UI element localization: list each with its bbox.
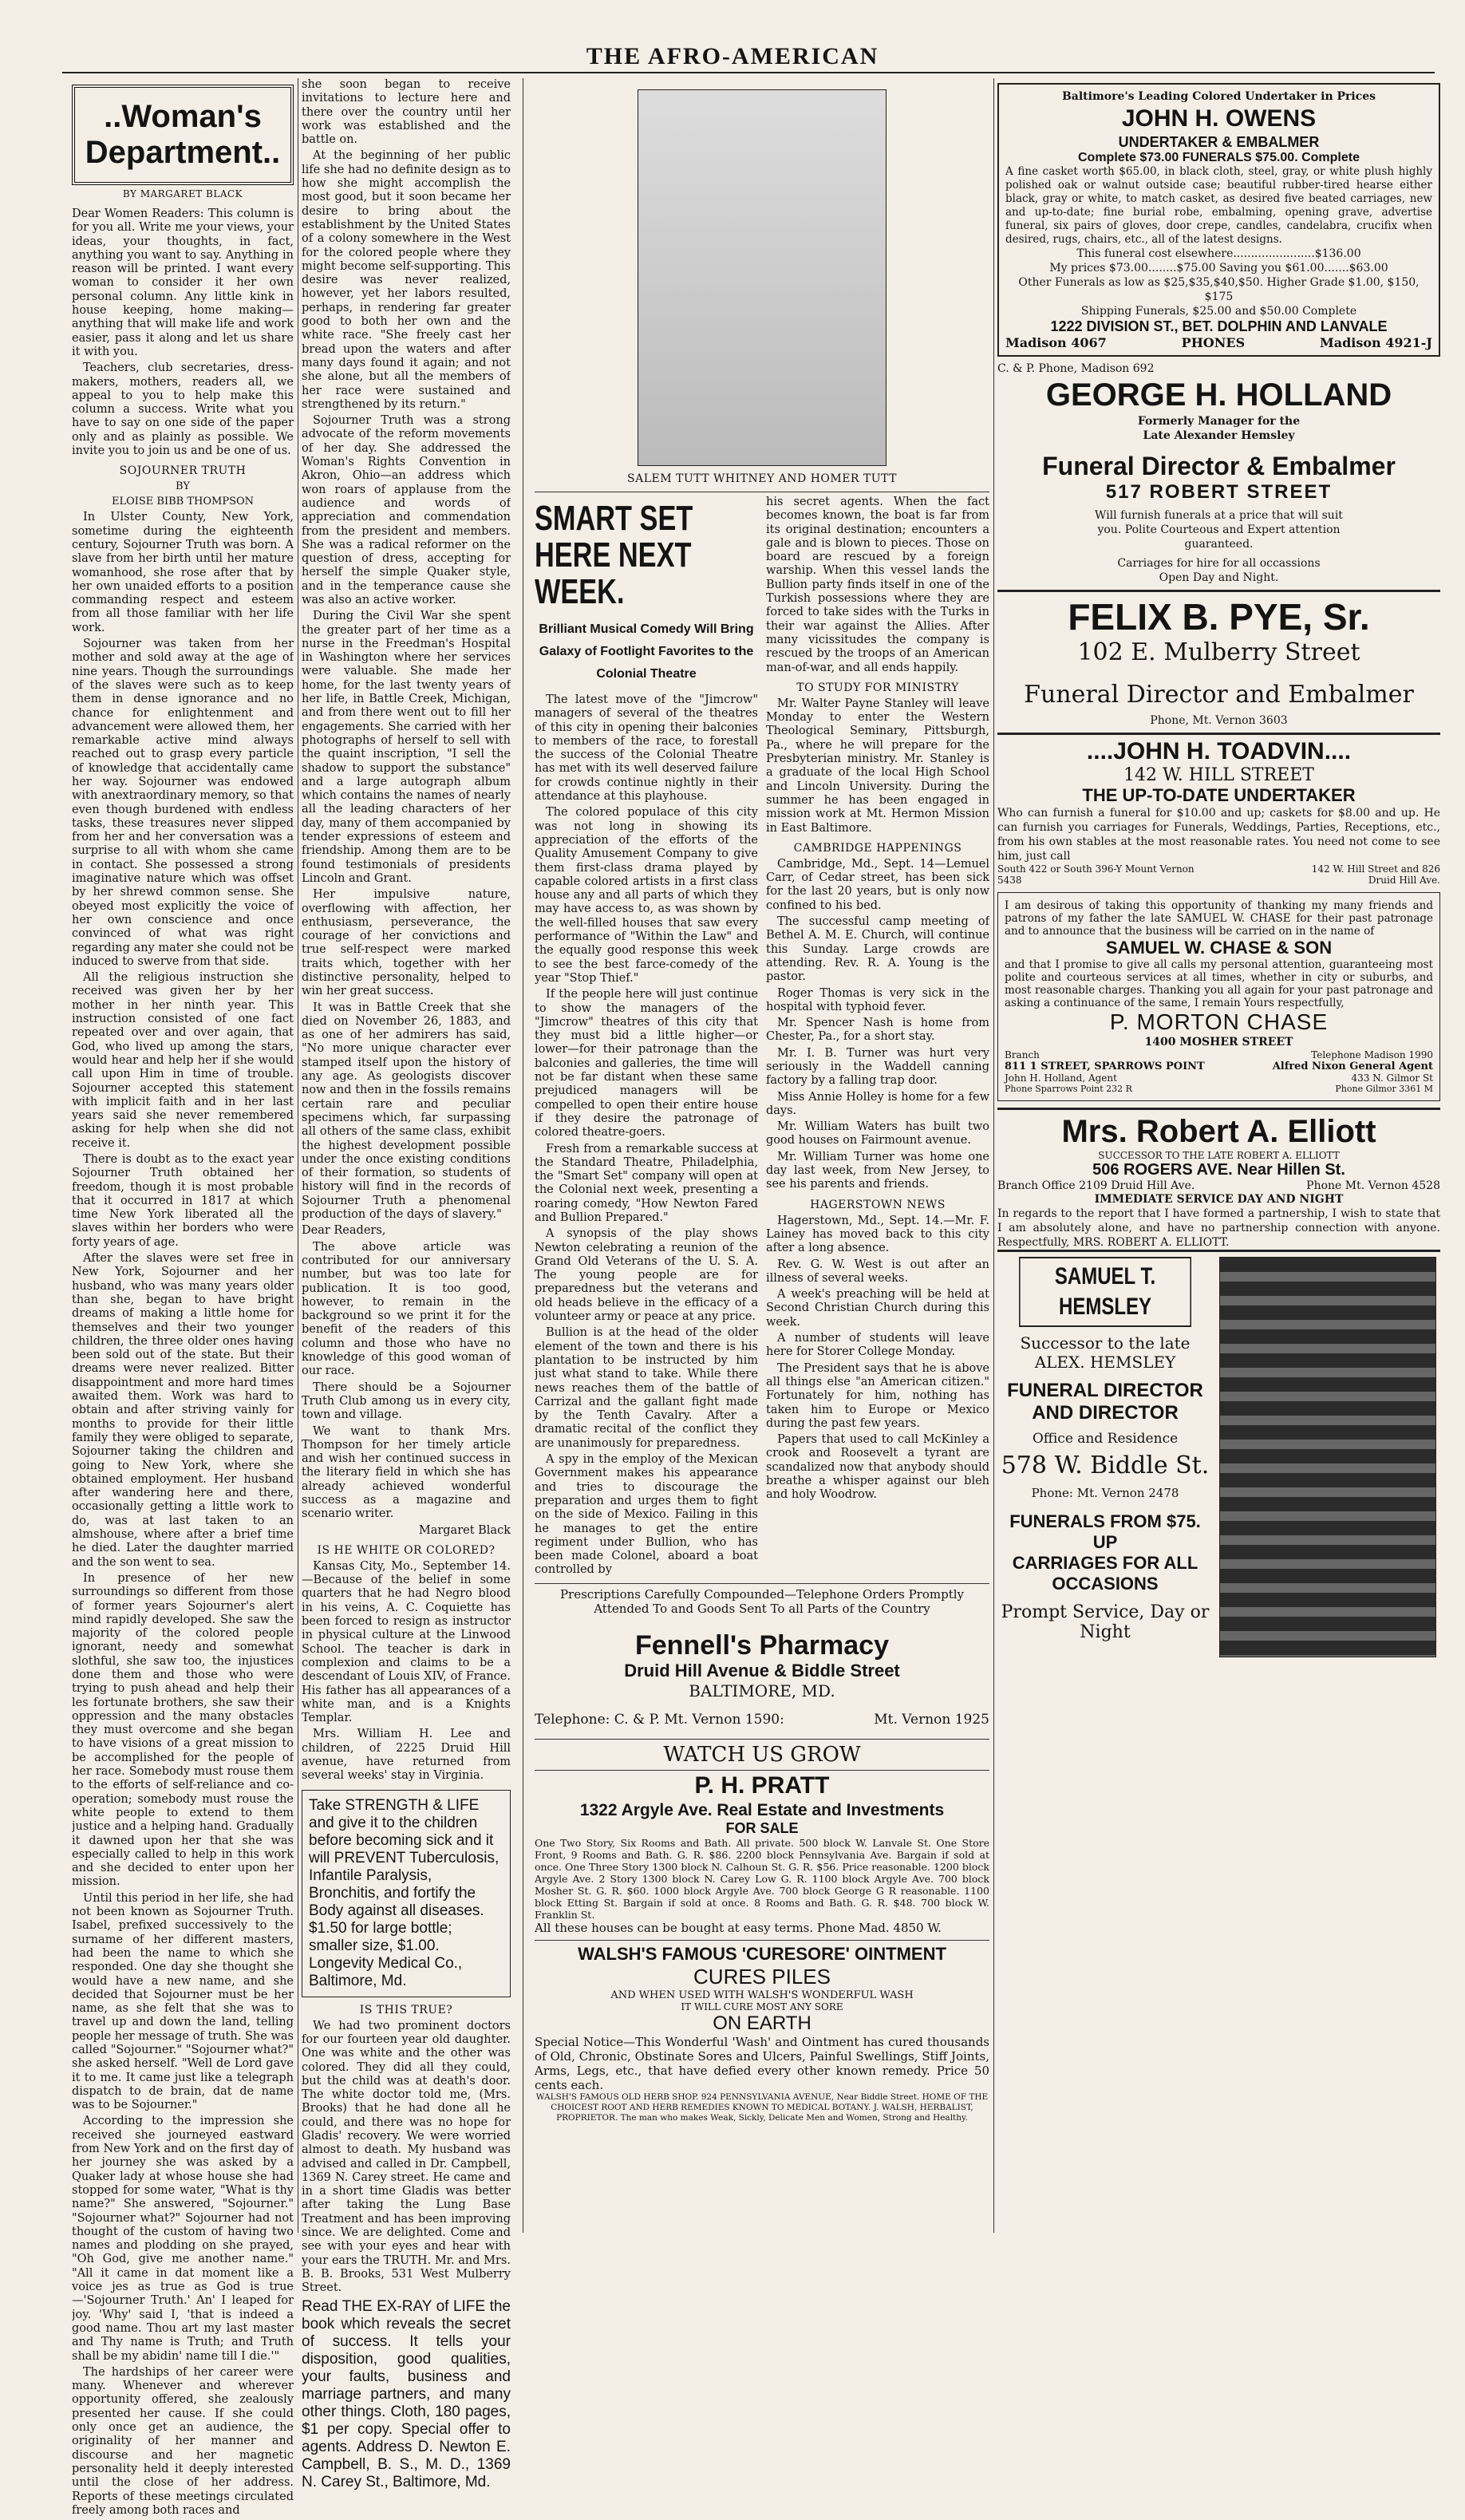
walsh-on-earth: ON EARTH <box>713 2012 811 2034</box>
toadvin-sub: THE UP-TO-DATE UNDERTAKER <box>1082 785 1356 805</box>
hemsley-address: 578 W. Biddle St. <box>1001 1452 1210 1479</box>
article-paragraph: If the people here will just continue to show the managers of the "Jimcrow" theatres of this city that they must bid a little higher—or lower—for their patronage than the balconies and galleries, the time will not be far distant when these same prejudiced managers will be compelled to open their entire house if they desire the patronage of colored theatre-goers. <box>535 988 758 1140</box>
holland-sub: Formerly Manager for the Late Alexander Hemsley <box>1137 415 1301 442</box>
hemsley-funerals: FUNERALS FROM $75. UP <box>1009 1511 1201 1552</box>
article-salutation: Dear Readers, <box>302 1224 386 1238</box>
article-paragraph: Sojourner Truth was a strong advocate of the reform movements of her day. She addressed the Woman's Rights Convention in Akron, Ohio—an address which won roars of applause from the audience and words of appreciation and commendation from the president and members. She was a radical reformer on the question of dress, accepting for herself the simple Quaker style, and in the temperance cause she was also an active worker. <box>302 414 511 606</box>
owens-name: JOHN H. OWENS <box>1121 105 1317 132</box>
pharmacy-address: Druid Hill Avenue & Biddle Street <box>624 1660 900 1681</box>
article-headline: TO STUDY FOR MINISTRY <box>796 681 959 694</box>
pye-name: FELIX B. PYE, Sr. <box>1068 596 1370 638</box>
pharmacy-name: Fennell's Pharmacy <box>634 1629 889 1661</box>
article-paragraph: After the slaves were set free in New York, Sojourner and her husband, who was many years older than she, began to have bright dreams of making a little home for themselves and their two younger children, the three older ones having been sold out of the state. But their dreams were never realized. Bitter disappointment and more hard times awaited them. Work was hard to obtain and after striving vainly for months to provide for their little family they were obliged to separate, Sojourner taking the children and going to New York, where she obtained employment. Her husband after wandering here and there, occasionally getting a little work to do, was at last taken to an almshouse, where after a brief time he died. Later the daughter married and the son went to sea. <box>72 1252 294 1569</box>
article-paragraph: During the Civil War she spent the greater part of her time as a nurse in the Freedman's Hospital in Washington where her services were valuable. She made her home, for the last twenty years of her life, in Battle Creek, Michigan, and from there went out to fill her engagements. She carried with her photographs of herself to sell with the quaint inscription, "I sell the shadow to support the substance" and a large autograph album which contains the names of nearly all the leading characters of her day, many of them accompanied by tender expressions of esteem and friendship. Among them are to be found testimonials of presidents Lincoln and Grant. <box>302 610 511 885</box>
pharmacy-tagline: Prescriptions Carefully Compounded—Telephone Orders Promptly Attended To and Goods Sent To all Parts of the Country <box>559 1586 965 1616</box>
elliott-address: 506 ROGERS AVE. Near Hillen St. <box>1092 1161 1345 1179</box>
womans-department-title: ..Woman's Department.. <box>72 85 294 185</box>
elliott-phone: Phone Mt. Vernon 4528 <box>1306 1179 1440 1192</box>
owens-line: Other Funerals as low as $25,$35,$40,$50. Higher Grade $1.00, $150, $175 <box>1018 276 1420 303</box>
article-paragraph: The successful camp meeting of Bethel A. M. E. Church, will continue this Sunday. Large crowds are attending. Rev. R. A. Young is the pastor. <box>766 915 989 984</box>
article-paragraph: A number of students will leave here for Storer College Monday. <box>766 1332 989 1359</box>
toadvin-locations: 142 W. Hill Street and 826 Druid Hill Ave. <box>1311 863 1440 886</box>
chase-branch-2: Alfred Nixon General Agent <box>1272 1061 1433 1072</box>
chase-text-2: and that I promise to give all calls my personal attention, guaranteeing most polite and courteous services at all times, whether in city or suburbs, and most reasonable charges. Thanking you all again for your past patronage and asking a continuance of the same, I remain Yours respectfully, <box>1005 958 1433 1009</box>
article-paragraph: It was in Battle Creek that she died on November 26, 1883, and as one of her admirers has said, "No more unique character ever stamped itself upon the history of any age. As geologists discover now and then in the fossils remains certain rare and peculiar specimens which, far surpassing all others of the same class, exhibit the highest development possible under the once existing conditions of their formation, so students of history will find in the records of Sojourner Truth a phenomenal production of the days of slavery." <box>302 1001 511 1222</box>
holland-title: Funeral Director & Embalmer <box>1042 452 1396 480</box>
photo-caption: SALEM TUTT WHITNEY AND HOMER TUTT <box>627 472 897 485</box>
owens-price: Complete $73.00 FUNERALS $75.00. Complete <box>1077 151 1360 164</box>
elliott-name: Mrs. Robert A. Elliott <box>1061 1114 1376 1149</box>
article-paragraph: The hardships of her career were many. Whenever and wherever opportunity offered, she zealously presented her cause. If she could only once get an audience, the originality of her manner and discourse and her magnetic personality held it deeply interested until the close of her address. Reports of these meetings circulated freely among both races and <box>72 2365 294 2517</box>
pratt-terms: All these houses can be bought at easy terms. Phone Mad. 4850 W. <box>535 1920 942 1935</box>
ex-ray-ad: Read THE EX-RAY of LIFE the book which reveals the secret of success. It tells your disposition, good qualities, your faults, business and marriage partners, and many other things. Cloth, 180 pages, $1 per copy. Special offer to agents. Address D. Newton E. Campbell, B. S., M. D., 1369 N. Carey St., Baltimore, Md. <box>302 2297 511 2490</box>
article-paragraph: Dear Women Readers: This column is for you all. Write me your views, your ideas, your thoughts, in fact, anything you want to say. Anything in reason will be printed. I want every woman to consider it her own personal column. Any little kink in house keeping, home making—anything that will make life and work easier, pass it along and let us share it with you. <box>72 207 294 358</box>
article-paragraph: Her impulsive nature, overflowing with affection, her enthusiasm, perseverance, the courage of her convictions and true self-respect were marked traits which, together with her distinctive personality, helped to win her great success. <box>302 888 511 998</box>
article-paragraph: We had two prominent doctors for our fourteen year old daughter. One was white and the other was colored. They did all they could, but the child was at death's door. The white doctor told me, (Mrs. Brooks) that he had done all he could, and there was no hope for Gladis' recovery. We were worried almost to death. My husband was advised and called in Dr. Campbell, 1369 N. Carey street. He came and in a short time Gladis was better after taking the Lung Base Treatment and has been improving since. We are delighted. Come and see with your eyes and hear with your ears the TRUTH. Mr. and Mrs. B. B. Brooks, 531 West Mulberry Street. <box>302 2019 511 2295</box>
hemsley-successor: Successor to the late ALEX. HEMSLEY <box>1020 1333 1191 1372</box>
article-paragraph: According to the impression she received she journeyed eastward from New York and on the first day of her journey she was asked by a Quaker lady at whose house she had stopped for some water, "What is thy name?" She answered, "Sojourner." "Sojourner what?" Sojourner had not thought of the custom of having two names and plodding on she prayed, "Oh God, give me another name." "All it came in dat moment like a voice jes as true as God is true—'Sojourner Truth.' An' I leaped for joy. 'Why' said I, 'that is indeed a good name. Thou art my last master and Thy name is Truth; and Truth shall be my abidin' name till I die.'" <box>72 2115 294 2363</box>
column-three <box>535 78 989 2123</box>
article-paragraph: his secret agents. When the fact becomes known, the boat is far from its original destination; encounters a gale and is blown to pieces. Those on board are rescued by a foreign warship. When this vessel lands the Bullion party finds itself in one of the Turkish possessions where they are forced to take sides with the Turks in their war against the Allies. After many vicissitudes the company is rescued by the troops of an American man-of-war, and all ends happily. <box>766 496 989 674</box>
article-paragraph: Teachers, club secretaries, dress-makers, mothers, readers all, we appeal to you to help make this column a success. Write what you have to say on one side of the paper only and as plainly as possible. We invite you to join us and be one of us. <box>72 361 294 458</box>
article-paragraph: Mr. William Turner was home one day last week, from New Jersey, to see his parents and friends. <box>766 1150 989 1191</box>
article-paragraph: We want to thank Mrs. Thompson for her timely article and wish her continued success in the literary field in which she has already achieved wonderful success as a magazine and scenario writer. <box>302 1424 511 1521</box>
hemsley-name: SAMUEL T. HEMSLEY <box>1019 1257 1191 1327</box>
walsh-footer: WALSH'S FAMOUS OLD HERB SHOP. 924 PENNSYLVANIA AVENUE, Near Biddle Street. HOME OF THE CHOICEST ROOT AND HERB REMEDIES KNOWN TO MEDICAL BOTANY. J. WALSH, HERBALIST, PROPRIETOR. The man who makes Weak, Sickly, Delicate Men and Women, Strong and Healthy. <box>535 2091 989 2123</box>
hemsley-office: Office and Residence <box>1032 1431 1179 1447</box>
article-paragraph: Mrs. William H. Lee and children, of 2225 Druid Hill avenue, have returned from several weeks' stay in Virginia. <box>302 1728 511 1783</box>
article-paragraph: The President says that he is above all things else "an American citizen." Fortunately for him, nothing has taken him to Europe or Mexico during the past few years. <box>766 1361 989 1430</box>
article-paragraph: Kansas City, Mo., September 14.—Because of the belief in some quarters that he had Negro blood in his veins, A. C. Coquiette has been forced to resign as instructor in physical culture at the Linwood School. The teacher is dark in complexion and claims to be a descendant of Louis XIV, of France. His father has all appearances of a white man, and is a Knights Templar. <box>302 1559 511 1725</box>
elliott-service: IMMEDIATE SERVICE DAY AND NIGHT <box>1094 1193 1344 1206</box>
pharmacy-city: BALTIMORE, MD. <box>689 1681 835 1700</box>
column-womans-department <box>72 78 294 2520</box>
toadvin-phones: South 422 or South 396-Y Mount Vernon 5438 <box>997 863 1195 886</box>
pharmacy-phone-2: Mt. Vernon 1925 <box>874 1711 989 1728</box>
article-author: ELOISE BIBB THOMPSON <box>111 496 255 508</box>
pye-phone: Phone, Mt. Vernon 3603 <box>1150 714 1288 727</box>
article-paragraph: Mr. Walter Payne Stanley will leave Monday to enter the Western Theological Seminary, Pittsburgh, Pa., where he will prepare for the Presbyterian ministry. Mr. Stanley is a graduate of the local High School and Lincoln University. During the summer he has been engaged in mission work at Mt. Hermon Mission in East Baltimore. <box>766 697 989 835</box>
walsh-title: WALSH'S FAMOUS 'CURESORE' OINTMENT <box>578 1943 946 1964</box>
owens-line: This funeral cost elsewhere.......................$136.00 <box>1076 247 1361 260</box>
chase-name: SAMUEL W. CHASE & SON <box>1105 938 1333 958</box>
chase-branch-label: Branch <box>1005 1049 1040 1061</box>
chase-branch-2-phone: Phone Gilmor 3361 M <box>1335 1084 1433 1094</box>
hemsley-prompt: Prompt Service, Day or Night <box>1001 1602 1210 1642</box>
owens-phones-label: PHONES <box>1181 335 1246 350</box>
article-paragraph: Sojourner was taken from her mother and sold away at the age of nine years. Though the surroundings of the slaves were such as to keep them in dense ignorance and no chance for enlightenment and advancement were allowed them, her remarkable active mind always reached out to grasp every particle of knowledge that accidentally came her way. Sojourner was endowed with anextraordinary memory, so that even though burdened with endless tasks, these treasures never slipped from her and her conversation was a surprise to all with whom she came in contact. She possessed a strong imaginative nature which was offset by her shrewd common sense. She obeyed most explicitly the voice of her own conscience and once convinced of what was right regarding any mater she could not be induced to swerve from that side. <box>72 638 294 968</box>
owens-tagline: Baltimore's Leading Colored Undertaker in Prices <box>1061 90 1376 103</box>
article-paragraph: A synopsis of the play shows Newton celebrating a reunion of the Grand Old Veterans of the U. S. A. The young people are for preparedness but the veterans and old heads believe in the efficacy of a volunteer army or peace at any price. <box>535 1227 758 1324</box>
toadvin-address: 142 W. HILL STREET <box>1123 765 1314 785</box>
owens-line: Shipping Funerals, $25.00 and $50.00 Complete <box>1080 305 1357 318</box>
owens-text: A fine casket worth $65.00, in black cloth, steel, gray, or white plush highly polished oak or walnut outside case; beautiful rubber-tired hearse either black, gray or white, to match casket, as desired five beated carriages, new and up-to-date; fine burial robe, embalming, opening grave, advertise funeral, six pairs of gloves, door crepe, candles, candelabra, crucifix when desired, rugs, chairs, etc., all of the latest designs. <box>1005 165 1432 246</box>
holland-address: 517 ROBERT STREET <box>1105 481 1333 503</box>
pratt-for-sale: FOR SALE <box>725 1819 799 1836</box>
column-rule <box>993 78 994 2233</box>
toadvin-name: ....JOHN H. TOADVIN.... <box>1086 738 1352 764</box>
holland-text-2: Carriages for hire for all occassions Open Day and Night. <box>1117 557 1321 584</box>
owens-phone: Madison 4067 <box>1005 335 1107 350</box>
pye-title: Funeral Director and Embalmer <box>1024 681 1414 709</box>
hemsley-phone: Phone: Mt. Vernon 2478 <box>1031 1486 1179 1500</box>
chase-branch-1-agent: John H. Holland, Agent <box>1005 1072 1117 1084</box>
article-paragraph: Cambridge, Md., Sept. 14—Lemuel Carr, of Cedar street, has been sick for the last 20 years, but is only now confined to his bed. <box>766 857 989 912</box>
owens-phone-2: Madison 4921-J <box>1320 335 1432 350</box>
pye-address: 102 E. Mulberry Street <box>1077 638 1360 666</box>
owens-sub: UNDERTAKER & EMBALMER <box>1118 134 1320 150</box>
article-paragraph: she soon began to receive invitations to lecture here and there over the country until her work was established and the battle on. <box>302 78 511 147</box>
article-paragraph: Rev. G. W. West is out after an illness of several weeks. <box>766 1258 989 1285</box>
walsh-text: Special Notice—This Wonderful 'Wash' and Ointment has cured thousands of Old, Chronic, Obstinate Sores and Ulcers, Painful Swellings, Stiff Joints, Arms, Legs, etc., that have defied every other known remedy. Price 50 cents each. <box>535 2034 989 2092</box>
article-paragraph: There is doubt as to the exact year Sojourner Truth obtained her freedom, though it is most probable that it occurred in 1817 at which time New York liberated all the slaves within her borders who were forty years of age. <box>72 1153 294 1249</box>
portrait-photo <box>638 89 887 466</box>
column-two <box>302 78 511 2491</box>
hemsley-title: FUNERAL DIRECTOR AND DIRECTOR <box>1007 1380 1203 1424</box>
article-paragraph: There should be a Sojourner Truth Club among us in every city, town and village. <box>302 1380 511 1422</box>
article-paragraph: In Ulster County, New York, sometime during the eighteenth century, Sojourner Truth was born. A slave from her birth until her mature womanhood, she rose after that by her own unaided efforts to a position commanding respect and esteem from all those familiar with her life work. <box>72 511 294 634</box>
article-paragraph: At the beginning of her public life she had no definite design as to how she might accomplish the most good, but it soon became her desire to bring about the establishment by the United States of a colony somewhere in the West for the colored people where they might become self-supporting. This desire was never realized, however, yet her labors resulted, perhaps, in rendering far greater good to both her own and the white race. "She freely cast her bread upon the waters and after many days found it again; and not she alone, but all the members of her race were sustained and strengthened by its return." <box>302 149 511 411</box>
article-headline: IS HE WHITE OR COLORED? <box>317 1543 496 1557</box>
article-paragraph: In presence of her new surroundings so different from those of former years Sojourner's alert mind rapidly developed. She saw the majority of the colored people ignorant, needy and somewhat slothful, she saw too, the injustices done them and those who were trying to push ahead and help their les fortunate brothers, she saw their oppression and the many obstacles they must overcome and she began to have visions of a great mission to be accomplished for the people of her race. Somebody must rouse them to the efforts of self-reliance and co-operation; somebody must rouse the white people to extend to them justice and a helping hand. Gradually it dawned upon her that she was especially called to help in this work and she decided to enter upon her mission. <box>72 1571 294 1889</box>
chase-ad <box>997 892 1440 1101</box>
chase-telephone: Telephone Madison 1990 <box>1311 1049 1433 1061</box>
smart-set-headline: SMART SET HERE NEXT WEEK. <box>535 499 693 611</box>
walsh-mid: AND WHEN USED WITH WALSH'S WONDERFUL WASH <box>610 1989 914 2001</box>
toadvin-text: Who can furnish a funeral for $10.00 and up; caskets for $8.00 and up. He can furnish you carriages for Funerals, Weddings, Parties, Receptions, etc., from his own stables at the most reasonable rates. You need not come to see him, just call <box>997 807 1440 863</box>
article-byline: BY <box>176 480 190 493</box>
article-headline: SOJOURNER TRUTH <box>119 464 247 478</box>
article-paragraph: Roger Thomas is very sick in the hospital with typhoid fever. <box>766 986 989 1013</box>
hemsley-carriages: CARRIAGES FOR ALL OCCASIONS <box>1012 1553 1198 1594</box>
pratt-name: P. H. PRATT <box>694 1772 830 1799</box>
watch-us-grow: WATCH US GROW <box>535 1739 989 1771</box>
walsh-mid-2: IT WILL CURE MOST ANY SORE <box>681 2001 843 2012</box>
article-paragraph: Fresh from a remarkable success at the Standard Theatre, Philadelphia, the "Smart Set" company will open at the Colonial next week, presenting a roaring comedy, "How Newton Fared and Bullion Prepared." <box>535 1142 758 1224</box>
article-headline: HAGERSTOWN NEWS <box>810 1198 946 1211</box>
article-paragraph: The above article was contributed for our anniversary number, but was too late for publication. It is too good, however, to remain in the background so we print it for the benefit of the readers of this column and those who have no knowledge of this good woman of our race. <box>302 1240 511 1378</box>
article-paragraph: Mr. I. B. Turner was hurt very seriously in the Waddell canning factory by a falling trap door. <box>766 1046 989 1088</box>
walsh-cures-piles: CURES PILES <box>693 1964 831 1989</box>
smart-set-deck: Brilliant Musical Comedy Will Bring Galaxy of Footlight Favorites to the Colonial Theatre <box>539 622 754 681</box>
elliott-branch: Branch Office 2109 Druid Hill Ave. <box>997 1179 1195 1192</box>
column-undertakers <box>997 78 1440 1657</box>
pratt-address: 1322 Argyle Ave. Real Estate and Investments <box>579 1800 945 1819</box>
elliott-sub: SUCCESSOR TO THE LATE ROBERT A. ELLIOTT <box>1098 1150 1340 1161</box>
article-paragraph: The latest move of the "Jimcrow" managers of several of the theatres of this city in opening their balconies to members of the race, to forestall the success of the Colonial Theatre has met with its well deserved failure for crowds continue nightly in their attendance at this playhouse. <box>535 693 758 804</box>
funeral-home-building-image <box>1219 1257 1436 1657</box>
chase-branch-2-address: 433 N. Gilmor St <box>1351 1072 1433 1084</box>
pratt-listings: One Two Story, Six Rooms and Bath. All private. 500 block W. Lanvale St. One Store Front, 9 Rooms and Bath. G. R. $86. 2200 block Pennsylvania Ave. Bargain if sold at once. One Three Story 1300 block N. Calhoun St. G. R. $56. Price reasonable. 1200 block Argyle Ave. 2 Story 1300 block N. Carey Low G. R. 1100 block Argyle Ave. 700 block Mosher St. G. R. $60. 1000 block Argyle Ave. 700 block George G R reasonable. 1100 block Etting St. Bargain if sold at once. 8 Rooms and Bath. G. R. $48. 700 block W. Franklin St. <box>535 1836 989 1921</box>
chase-branch-1-phone: Phone Sparrows Point 232 R <box>1005 1084 1132 1094</box>
article-paragraph: Until this period in her life, she had not been known as Sojourner Truth. Isabel, prefixed successively to the surname of her different masters, had been the name to which she responded. One day she thought she would have a new name, and she decided that Sojourner must be her name, as she felt that she was to travel up and down the land, telling people her message of truth. She was called "Sojourner." "Sojourner what?" she asked herself. "Well de Lord gave it to me. It came just like a telegraph dispatch to de brain, dat de name was to be Sojourner." <box>72 1891 294 2112</box>
chase-address: 1400 MOSHER STREET <box>1144 1036 1293 1049</box>
masthead-rule <box>62 72 1435 73</box>
article-paragraph: Mr. William Waters has built two good houses on Fairmount avenue. <box>766 1120 989 1147</box>
owens-ad <box>997 83 1440 357</box>
article-paragraph: All the religious instruction she received was given her by her mother in her ninth year. This instruction consisted of one fact repeated over and over again, that God, who lived up among the stars, would hear and help her if she would call upon Him in time of trouble. Sojourner accepted this statement with implicit faith and in her last years said she never remembered asking for help when she did not receive it. <box>72 971 294 1150</box>
article-paragraph: Bullion is at the head of the older element of the town and there is his plantation to be instructed by him just what stand to take. While there news reaches them of the battle of Carrizal and the gallant fight made by the Tenth Cavalry. After a dramatic recital of the conflict they are unanimously for preparedness. <box>535 1326 758 1450</box>
byline: BY MARGARET BLACK <box>122 188 243 199</box>
holland-name: GEORGE H. HOLLAND <box>1045 377 1392 413</box>
chase-signature: P. MORTON CHASE <box>1109 1009 1329 1034</box>
pharmacy-phone: Telephone: C. & P. Mt. Vernon 1590: <box>535 1711 784 1728</box>
article-paragraph: Hagerstown, Md., Sept. 14.—Mr. F. Lainey has moved back to this city after a long absence. <box>766 1214 989 1255</box>
article-paragraph: Mr. Spencer Nash is home from Chester, Pa., for a short stay. <box>766 1017 989 1044</box>
article-paragraph: Miss Annie Holley is home for a few days. <box>766 1090 989 1117</box>
owens-address: 1222 DIVISION ST., BET. DOLPHIN AND LANVALE <box>1050 318 1388 334</box>
elliott-text: In regards to the report that I have formed a partnership, I wish to state that I am absolutely alone, and have no partnership connection with anyone. Respectfully, MRS. ROBERT A. ELLIOTT. <box>997 1207 1440 1249</box>
article-paragraph: Papers that used to call McKinley a crook and Roosevelt a tyrant are scandalized now that anybody should breathe a whisper against our bleh and holy Woodrow. <box>766 1433 989 1502</box>
longevity-ad: Take STRENGTH & LIFE and give it to the children before becoming sick and it will PREVENT Tuberculosis, Infantile Paralysis, Bronchitis, and fortify the Body against all diseases. $1.50 for large bottle; smaller size, $1.00. Longevity Medical Co., Baltimore, Md. <box>302 1790 511 1997</box>
chase-branch-1: 811 1 STREET, SPARROWS POINT <box>1005 1061 1205 1072</box>
holland-phone: C. & P. Phone, Madison 692 <box>997 362 1155 375</box>
holland-text: Will furnish funerals at a price that will suit you. Polite Courteous and Expert attention guaranteed. <box>1095 509 1343 551</box>
owens-line: My prices $73.00........$75.00 Saving you $61.00.......$63.00 <box>1049 262 1388 275</box>
article-headline: IS THIS TRUE? <box>359 2003 453 2016</box>
article-paragraph: A week's preaching will be held at Second Christian Church during this week. <box>766 1288 989 1329</box>
article-paragraph: A spy in the employ of the Mexican Government makes his appearance and tries to discourage the preparation and urges them to fight on the side of Mexico. Failing in this he manages to get the entire regiment under Bullion, who has been made Colonel, aboard a boat controlled by <box>535 1453 758 1577</box>
article-headline: CAMBRIDGE HAPPENINGS <box>793 841 962 855</box>
article-signature: Margaret Black <box>418 1523 511 1537</box>
masthead: THE AFRO-AMERICAN <box>586 43 879 69</box>
chase-text: I am desirous of taking this opportunity of thanking my many friends and patrons of my father the late SAMUEL W. CHASE for their past patronage and to announce that the business will be carried on in the name of <box>1005 899 1433 938</box>
article-paragraph: The colored populace of this city was not long in showing its appreciation of the efforts of the Quality Amusement Company to give them first-class drama played by capable colored artists in a first class house any and all parts of which they may have access to, as was shown by the well-filled houses that saw every performance of "Within the Law" and the equally good response this week to see the best farce-comedy of the year "Stop Thief." <box>535 806 758 985</box>
